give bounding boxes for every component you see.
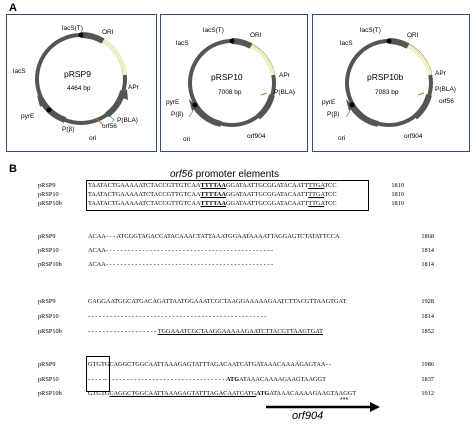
map3-pyre-label: pyrE [322,99,336,106]
seq-row: ACAA- - - - - - - - - - - - - - - - - - - - - - - - - - - - - - - - - - - - - - - - - - - - - - [88,247,274,254]
map3-size: 7083 bp [375,89,399,96]
map1-lacs-label: lacS [13,68,26,75]
map3-lacs-label: lacS [340,40,353,47]
seq-name: pRSP9 [38,361,56,368]
promoter-title-rest: promoter elements [192,169,279,180]
promoter-title-orf: orf56 [170,169,193,180]
map3-pbla-label: P(BLA) [435,86,456,93]
seq-position: 1928 [421,298,434,305]
map2-name: pRSP10 [211,72,243,82]
seq-position: 1837 [421,376,434,383]
seq-name: pRSP9 [38,233,56,240]
map1-ori-bottom-label: ori [89,135,97,142]
seq-position: 1810 [391,200,404,207]
seq-position: 1814 [421,261,434,268]
map3-pbeta-label: P(β) [327,111,340,118]
seq-name: pRSP10b [38,200,62,207]
map3-lacs-t-label: lacS(T) [360,27,381,34]
seq-position: 1868 [421,233,434,240]
map1-pyre-label: pyrE [21,113,35,120]
seq-row: - - - - -- - - - - - - - - - - - - - - - - - - - - - - - - - - - - - - - - ATGATAAACAAAAGAAGTAAGGT [88,376,326,383]
map2-lacs-t-label: lacS(T) [203,27,224,34]
plasmid-map-prsp10b-box [312,14,470,152]
seq-row: CAGGAATGGCATGACAGATTAATGGAAATCGCTAAGGAAAAAGAATCTTACGTTAAGTGAT [88,298,347,305]
map1-lacs-t-label: lacS(T) [62,25,83,32]
seq-position: 1852 [421,328,434,335]
orf904-arrow [266,401,382,413]
seq-name: pRSP10 [38,247,59,254]
seq-row: - - - - - - - - - - - - - - - - - - - TGGAAATCGCTAAGGAAAAAGAATCTTACGTTAAGTGAT [88,328,323,335]
seq-row: GTGTGCAGGCTGGCAATTAAAGAGTATTTAGACAATCATGATAAACAAAAGAGTAA- - [88,361,332,368]
seq-position: 1814 [421,247,434,254]
seq-position: 1986 [421,361,434,368]
seq-name: pRSP10 [38,376,59,383]
map2-ori-top-label: ORI [250,32,262,39]
plasmid-map-prsp9 [7,15,156,151]
map2-pbeta-label: P(β) [171,111,184,118]
seq-row: TAATACTGAAAAATCTACCGTTGTCAATTTTAAGGATAATTGCGGATACAATTTTGATCC [88,182,337,189]
map1-pbla-label: P(BLA) [117,117,138,124]
seq-row: ACAA- - - ATGGGTAGACCATACAAACTATTAAATGGAATAAAATTAGGAGTCTATATTCCA [88,233,340,240]
seq-row: - - - - - - - - - - - - - - - - - - - - - - - - - - - - - - - - - - - - - - - - - - - - - - - - - [88,313,267,320]
map2-apr-label: APr [279,72,290,79]
map3-ori-top-label: ORI [407,32,419,39]
map3-orf56-label: orf56 [439,98,454,105]
panel-a-letter: A [9,2,17,14]
promoter-title [170,169,279,180]
seq-row: ACAA- - - - - - - - - - - - - - - - - - - - - - - - - - - - - - - - - - - - - - - - - - - - - - [88,261,274,268]
seq-name: pRSP10 [38,313,59,320]
map1-name: pRSP9 [64,69,91,79]
map3-apr-label: APr [435,70,446,77]
map1-ori-top-label: ORI [102,29,114,36]
map3-name: pRSP10b [367,72,404,82]
map2-lacs-label: lacS [176,40,189,47]
map1-orf56-label: orf56 [102,123,117,130]
seq-row: TAATACTGAAAAATCTACCGTTGTCAATTTTAAGGATAATTGCGGATACAATTTTGATCC [88,200,337,207]
seq-row: GTGTGCAGGCTGGCAATTAAAGAGTATTTAGACAATCATGATGATAAACAAAAGAAGTAAGGT [88,390,357,397]
plasmid-map-prsp10 [161,15,307,151]
seq-position: 1814 [421,313,434,320]
map2-pyre-label: pyrE [166,99,180,106]
plasmid-map-prsp9-box [6,14,157,152]
map3-ori-bottom-label: ori [338,135,346,142]
seq-name: pRSP9 [38,298,56,305]
seq-name: pRSP9 [38,182,56,189]
seq-position: 1810 [391,191,404,198]
panel-b-letter: B [9,163,17,175]
map1-size: 4464 bp [67,85,91,92]
map2-size: 7008 bp [218,89,242,96]
map1-apr-label: APr [128,84,139,91]
seq-name: pRSP10b [38,261,62,268]
plasmid-map-prsp10-box [160,14,308,152]
orf904-label: orf904 [292,410,324,422]
stop-codon-stars: *** [340,397,349,404]
seq-row: TAATACTGAAAAATCTACCGTTGTCAATTTTAAGGATAATTGCGGATACAATTTTGATCC [88,191,337,198]
seq-name: pRSP10 [38,191,59,198]
seq-position: 1810 [391,182,404,189]
map2-pbla-label: P(BLA) [274,89,295,96]
map2-ori-bottom-label: ori [183,136,191,143]
seq-name: pRSP10b [38,328,62,335]
map3-orf904-label: orf904 [404,133,423,140]
seq-name: pRSP10b [38,390,62,397]
map1-pbeta-label: P(β) [62,126,75,133]
plasmid-map-prsp10b [313,15,469,151]
seq-position: 1912 [421,390,434,397]
map2-orf904-label: orf904 [247,133,266,140]
